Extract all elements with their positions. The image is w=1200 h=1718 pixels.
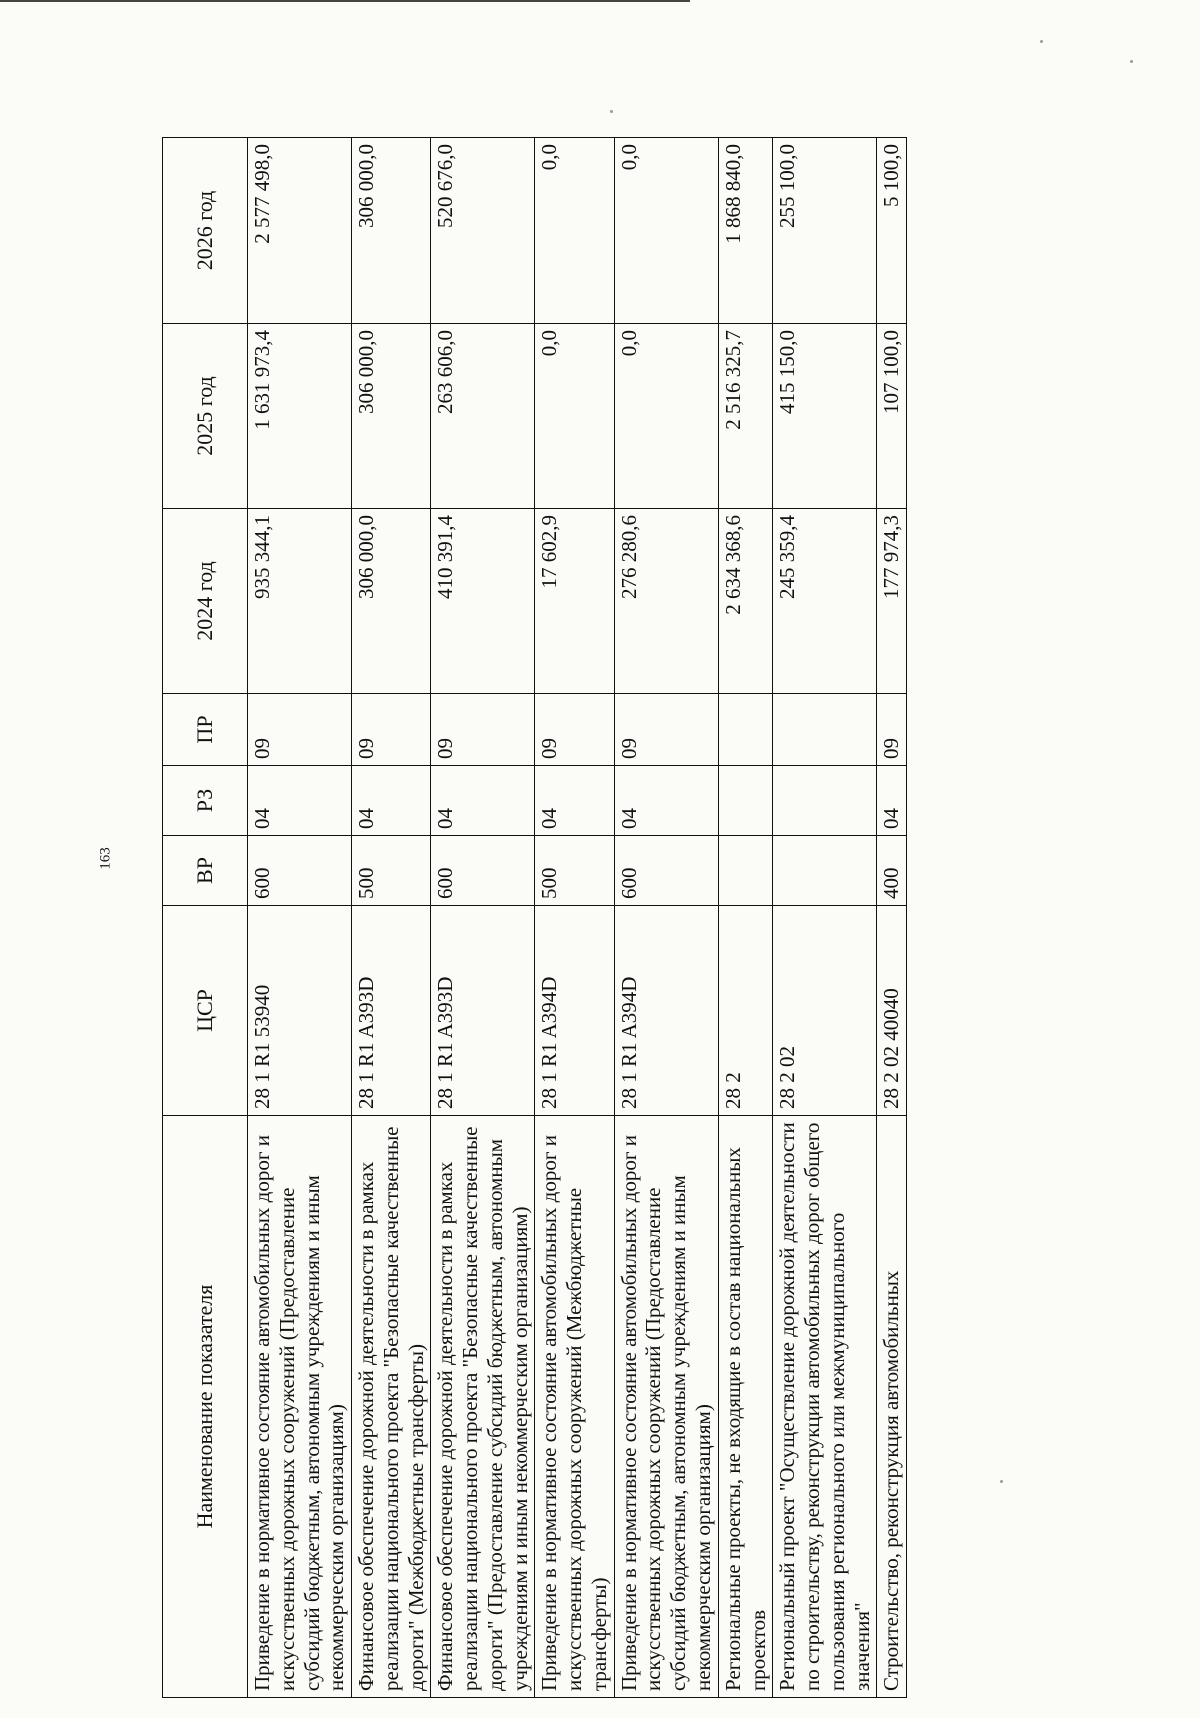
- rotated-table-container: [162, 144, 1200, 1698]
- row-pr: 09: [877, 694, 907, 766]
- row-rz: 04: [248, 766, 352, 836]
- page-number: 163: [97, 847, 114, 870]
- header-name: Наименование показателя: [163, 1116, 248, 1698]
- scan-speck: [610, 110, 613, 113]
- row-2025: 2 516 325,7: [718, 324, 773, 509]
- row-rz: 04: [352, 766, 431, 836]
- table-row: [773, 138, 877, 1698]
- header-2024: 2024 год: [163, 509, 248, 694]
- row-2024: 410 391,4: [431, 509, 535, 694]
- row-vr: 500: [535, 836, 614, 906]
- table-row: [248, 138, 352, 1698]
- row-rz: 04: [535, 766, 614, 836]
- row-name: Приведение в нормативное состояние автомобильных дорог и искусственных дорожных сооружений (Предоставление субсидий бюджетным, автономным учреждениям и иным некоммерческим организациям): [248, 1116, 352, 1698]
- header-rz: РЗ: [163, 766, 248, 836]
- row-rz: 04: [877, 766, 907, 836]
- row-2026: 2 577 498,0: [248, 138, 352, 324]
- table-row: [614, 138, 718, 1698]
- row-csr: 28 1 R1 A393D: [352, 906, 431, 1116]
- row-pr: 09: [614, 694, 718, 766]
- row-2025: 0,0: [614, 324, 718, 509]
- scan-speck: [1040, 40, 1043, 43]
- row-2025: 415 150,0: [773, 324, 877, 509]
- row-rz: 04: [614, 766, 718, 836]
- row-rz: [773, 766, 877, 836]
- budget-table: [162, 137, 907, 1698]
- table-row: [535, 138, 614, 1698]
- table-row: [718, 138, 773, 1698]
- row-csr: 28 2 02 40040: [877, 906, 907, 1116]
- row-2024: 177 974,3: [877, 509, 907, 694]
- row-2026: 520 676,0: [431, 138, 535, 324]
- row-vr: 400: [877, 836, 907, 906]
- row-2025: 263 606,0: [431, 324, 535, 509]
- row-csr: 28 1 R1 A393D: [431, 906, 535, 1116]
- row-csr: 28 1 R1 A394D: [535, 906, 614, 1116]
- header-pr: ПР: [163, 694, 248, 766]
- row-csr: 28 1 R1 53940: [248, 906, 352, 1116]
- row-csr: 28 1 R1 A394D: [614, 906, 718, 1116]
- row-2026: 5 100,0: [877, 138, 907, 324]
- row-2025: 1 631 973,4: [248, 324, 352, 509]
- row-rz: [718, 766, 773, 836]
- table-row: [431, 138, 535, 1698]
- row-name: Финансовое обеспечение дорожной деятельности в рамках реализации национального проекта "Безопасные качественные дороги" (Предоставление субсидий бюджетным, автономным учреждениям и иным некоммерческим организациям): [431, 1116, 535, 1698]
- row-name: Региональный проект "Осуществление дорожной деятельности по строительству, реконструкции автомобильных дорог общего пользования регионального или межмуниципального значения": [773, 1116, 877, 1698]
- row-pr: 09: [431, 694, 535, 766]
- row-2024: 17 602,9: [535, 509, 614, 694]
- row-2025: 0,0: [535, 324, 614, 509]
- row-pr: [773, 694, 877, 766]
- row-name: Региональные проекты, не входящие в состав национальных проектов: [718, 1116, 773, 1698]
- row-vr: [718, 836, 773, 906]
- row-name: Приведение в нормативное состояние автомобильных дорог и искусственных дорожных сооружений (Предоставление субсидий бюджетным, автономным учреждениям и иным некоммерческим организациям): [614, 1116, 718, 1698]
- row-2024: 245 359,4: [773, 509, 877, 694]
- table-header: [163, 138, 248, 1698]
- row-pr: [718, 694, 773, 766]
- table-row: [877, 138, 907, 1698]
- table-body: [248, 138, 907, 1698]
- row-pr: 09: [352, 694, 431, 766]
- row-vr: 500: [352, 836, 431, 906]
- header-2025: 2025 год: [163, 324, 248, 509]
- row-2024: 306 000,0: [352, 509, 431, 694]
- row-name: Строительство, реконструкция автомобильных: [877, 1116, 907, 1698]
- row-2024: 276 280,6: [614, 509, 718, 694]
- scan-speck: [1130, 60, 1133, 63]
- row-2024: 935 344,1: [248, 509, 352, 694]
- row-2026: 306 000,0: [352, 138, 431, 324]
- row-2026: 1 868 840,0: [718, 138, 773, 324]
- row-csr: 28 2: [718, 906, 773, 1116]
- row-2024: 2 634 368,6: [718, 509, 773, 694]
- row-vr: 600: [431, 836, 535, 906]
- row-pr: 09: [248, 694, 352, 766]
- row-rz: 04: [431, 766, 535, 836]
- row-name: Финансовое обеспечение дорожной деятельности в рамках реализации национального проекта "Безопасные качественные дороги" (Межбюджетные трансферты): [352, 1116, 431, 1698]
- row-pr: 09: [535, 694, 614, 766]
- row-2026: 255 100,0: [773, 138, 877, 324]
- header-2026: 2026 год: [163, 138, 248, 324]
- row-2025: 107 100,0: [877, 324, 907, 509]
- row-vr: [773, 836, 877, 906]
- row-csr: 28 2 02: [773, 906, 877, 1116]
- row-name: Приведение в нормативное состояние автомобильных дорог и искусственных дорожных сооружений (Межбюджетные трансферты): [535, 1116, 614, 1698]
- row-2025: 306 000,0: [352, 324, 431, 509]
- table-row: [352, 138, 431, 1698]
- row-vr: 600: [614, 836, 718, 906]
- header-vr: ВР: [163, 836, 248, 906]
- row-vr: 600: [248, 836, 352, 906]
- row-2026: 0,0: [535, 138, 614, 324]
- header-csr: ЦСР: [163, 906, 248, 1116]
- scan-top-edge-line: [0, 0, 690, 2]
- row-2026: 0,0: [614, 138, 718, 324]
